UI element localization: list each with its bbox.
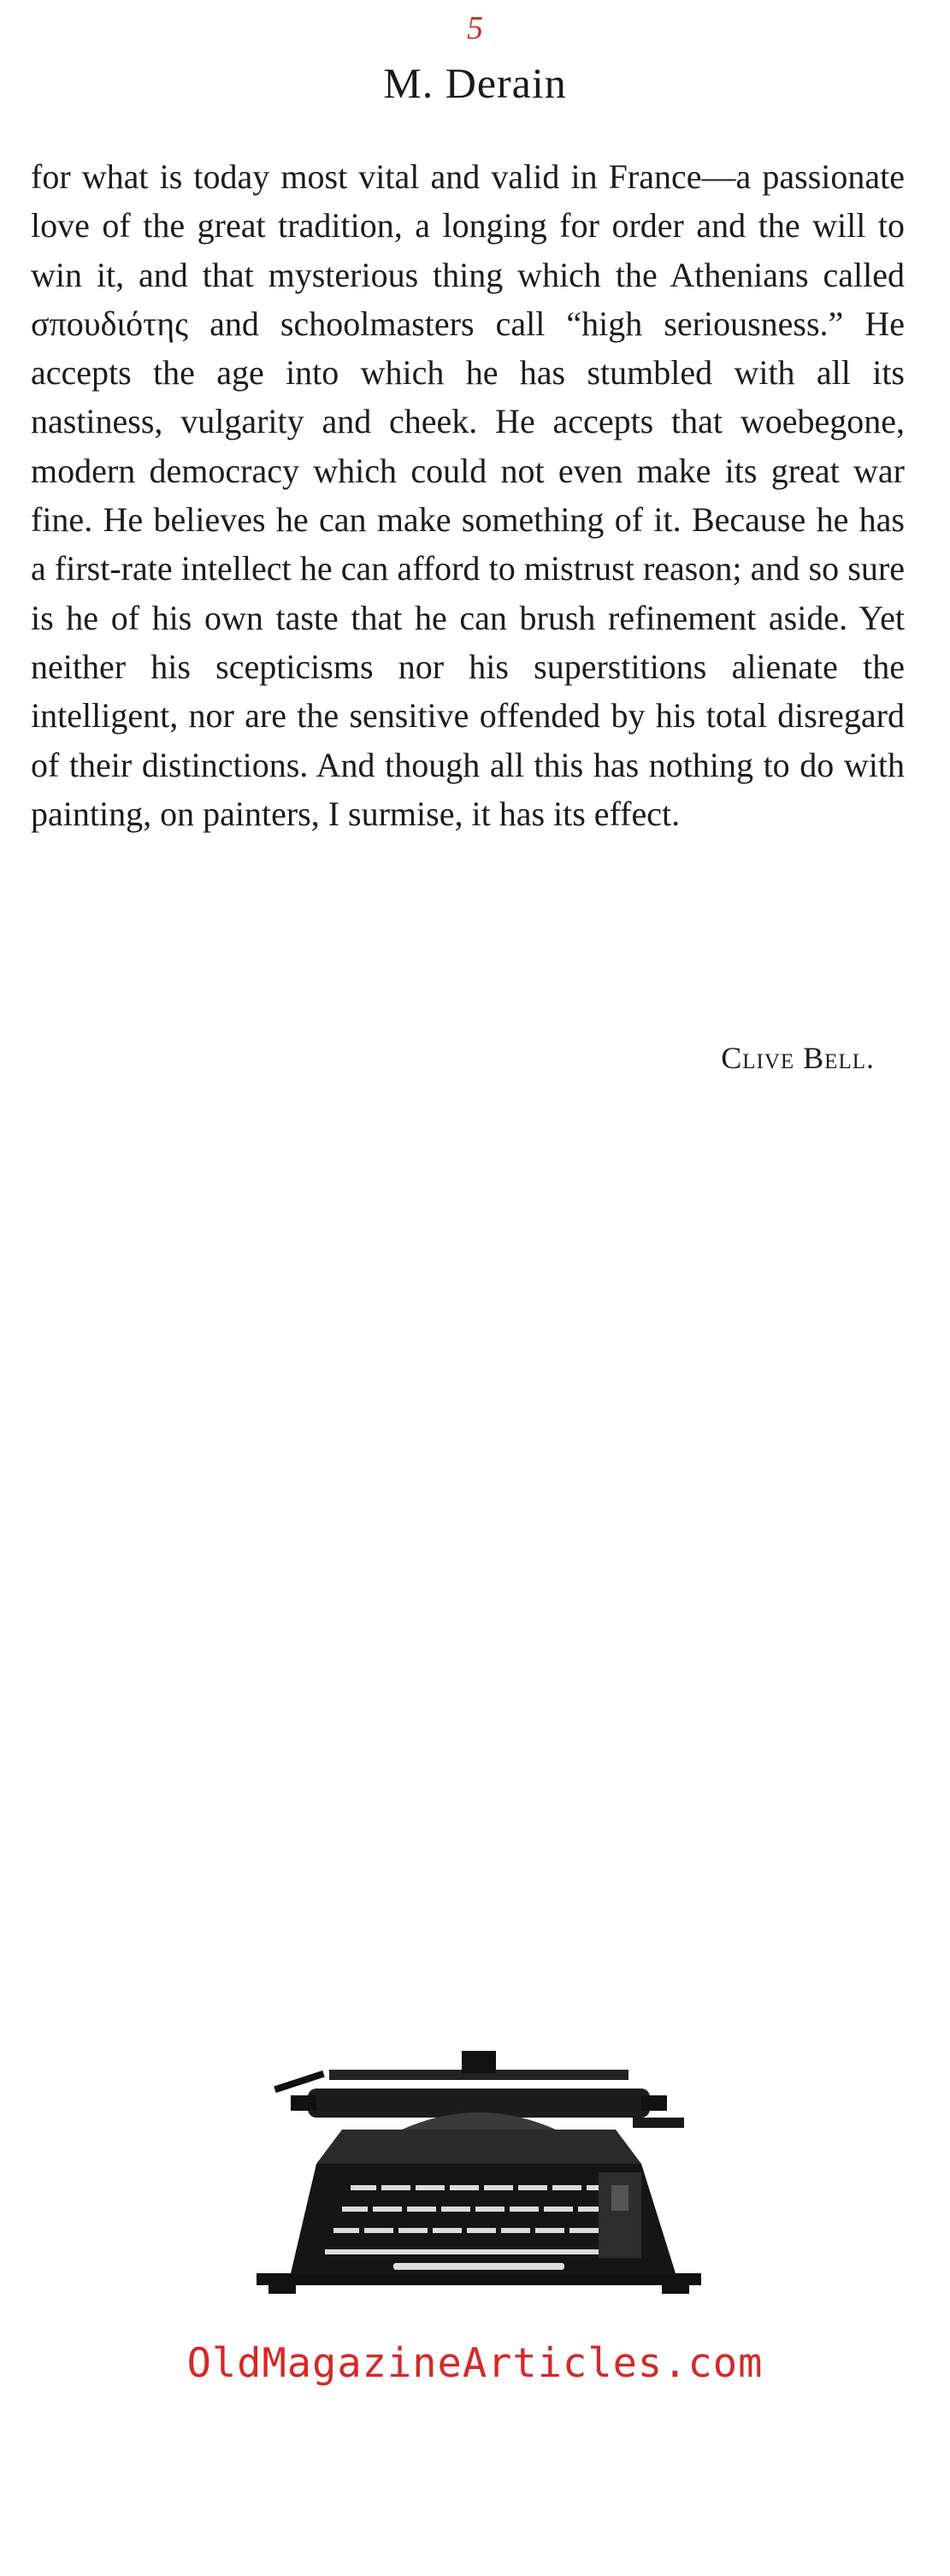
article-paragraph: for what is today most vital and valid in France—a passionate love of the great tradition, a longing for order and the will to win it, and that mysterious thing which the Athenians called σπουδιότης and schoolmasters call “high seriousness.” He accepts the age into which he has stumbled with all its nastiness, vulgarity and cheek. He accepts that woebegone, modern democracy which could not even make its great war fine. He believes he can make something of it. Because he has a first-rate intellect he can afford to mistrust reason; and so sure is he of his own taste that he can brush refinement aside. Yet neither his scepticisms nor his superstitions alienate the intelligent, nor are the sensitive offended by his total disregard of their distinctions. And though all this has nothing to do with painting, on painters, I surmise, it has its effect. (31, 157, 905, 833)
author-signature: Clive Bell. (721, 1041, 875, 1075)
page-title: M. Derain (383, 59, 567, 107)
article-body (31, 152, 905, 838)
typewriter-icon (257, 2035, 701, 2296)
site-brand: OldMagazineArticles.com (186, 2340, 764, 2387)
page-number: 5 (467, 10, 483, 46)
